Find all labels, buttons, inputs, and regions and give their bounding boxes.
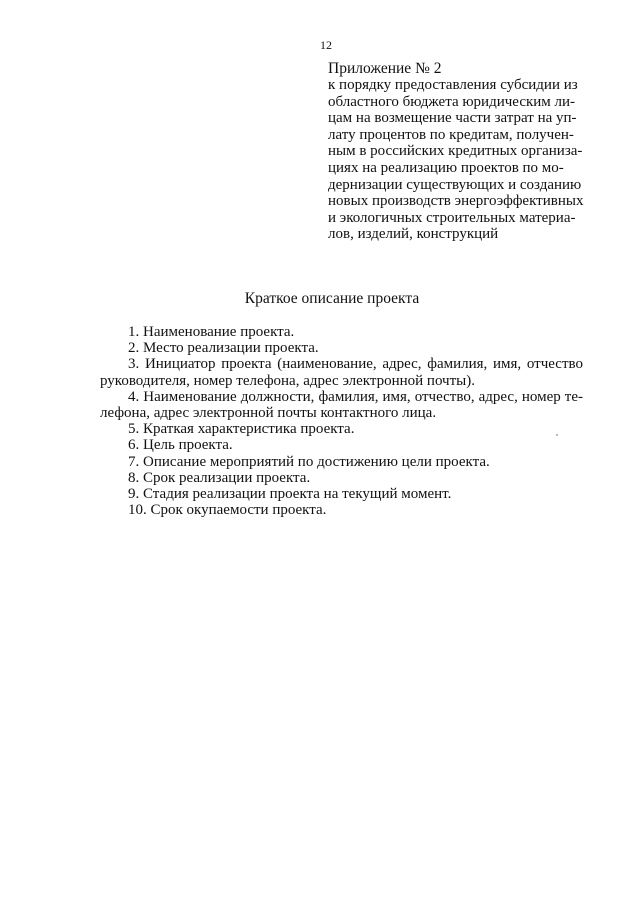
list-item: [100, 388, 583, 422]
word: те-: [564, 388, 583, 405]
list-item: 1. Наименование проекта.: [128, 324, 295, 340]
appendix-line: дернизации существующих и созданию: [328, 176, 582, 193]
list-item-continuation: руководителя, номер телефона, адрес электронной почты).: [100, 372, 475, 389]
list-item: 7. Описание мероприятий по достижению цели проекта.: [128, 453, 490, 470]
list-item: 10. Срок окупаемости проекта.: [128, 502, 327, 519]
list-item: 6. Цель проекта.: [128, 437, 233, 454]
list-item: 9. Стадия реализации проекта на текущий момент.: [128, 486, 452, 503]
list-item-line: [128, 356, 583, 372]
word: (наименование,: [277, 356, 377, 373]
document-title: Краткое описание проекта: [244, 290, 420, 307]
word: проекта: [221, 356, 272, 373]
word: имя,: [493, 356, 522, 373]
appendix-line: областного бюджета юридическим ли-: [328, 93, 576, 110]
word: отчество,: [414, 388, 475, 405]
word: адрес,: [478, 388, 518, 405]
word: фамилия,: [318, 388, 379, 405]
word: фамилия,: [427, 356, 488, 373]
appendix-header: [328, 60, 590, 243]
list-item: 5. Краткая характеристика проекта.: [128, 421, 355, 438]
word: 4.: [128, 388, 140, 405]
word: Наименование: [143, 388, 237, 405]
appendix-line: и экологичных строительных материа-: [328, 209, 576, 226]
appendix-line: лату процентов по кредитам, получен-: [328, 126, 574, 143]
page-number: 12: [320, 38, 332, 52]
appendix-line: ным в российских кредитных организа-: [328, 143, 583, 160]
word: Инициатор: [144, 356, 216, 373]
appendix-line: лов, изделий, конструкций: [328, 226, 499, 243]
appendix-line: к порядку предоставления субсидии из: [328, 77, 578, 93]
word: адрес,: [382, 356, 422, 373]
word: должности,: [240, 388, 315, 405]
appendix-line: циях на реализацию проектов по мо-: [328, 159, 564, 176]
word: имя,: [382, 388, 411, 405]
list-item-continuation: лефона, адрес электронной почты контактного лица.: [100, 405, 437, 422]
project-description-list: [100, 324, 583, 519]
word: отчество: [526, 356, 583, 373]
scan-artifact: [556, 434, 558, 436]
word: 3.: [128, 356, 140, 373]
list-item: 8. Срок реализации проекта.: [128, 469, 311, 486]
appendix-line: цам на возмещение части затрат на уп-: [328, 110, 577, 127]
word: номер: [521, 388, 561, 405]
list-item: [100, 356, 583, 389]
list-item: 2. Место реализации проекта.: [128, 340, 319, 357]
appendix-title: Приложение № 2: [328, 60, 442, 77]
appendix-line: новых производств энергоэффективных: [328, 193, 584, 210]
list-item-line: [128, 389, 583, 405]
